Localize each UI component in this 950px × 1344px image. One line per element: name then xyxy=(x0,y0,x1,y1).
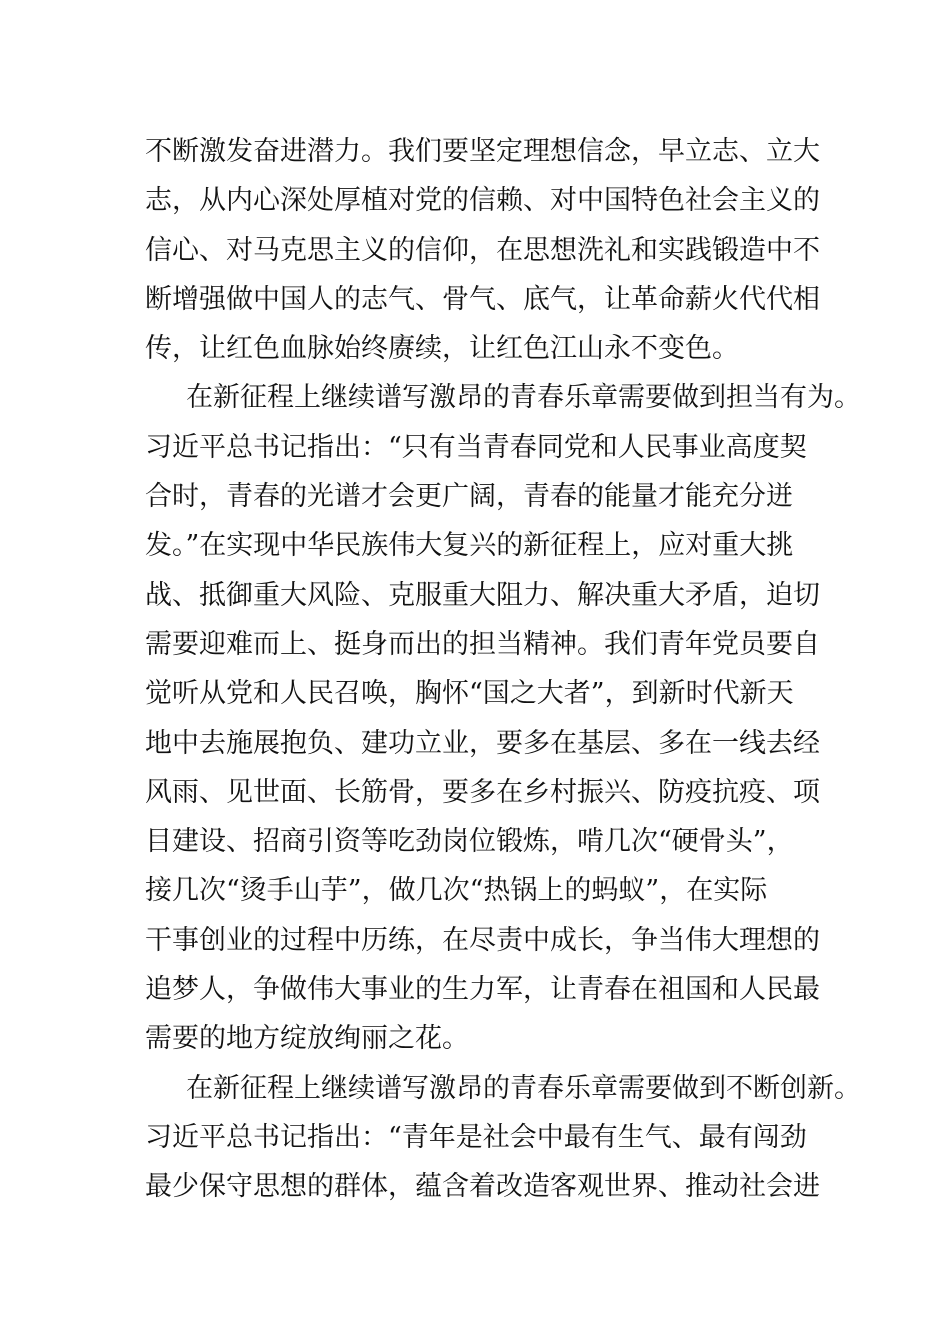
text-line: 志，从内心深处厚植对党的信赖、对中国特色社会主义的 xyxy=(145,185,820,217)
text-line: 觉听从党和人民召唤，胸怀“国之大者”，到新时代新天 xyxy=(145,678,794,710)
text-line: 干事创业的过程中历练，在尽责中成长，争当伟大理想的 xyxy=(145,924,820,956)
paragraph-start-line: 在新征程上继续谱写激昂的青春乐章需要做到不断创新。 xyxy=(186,1072,861,1104)
text-line: 战、抵御重大风险、克服重大阻力、解决重大矛盾，迫切 xyxy=(145,579,820,611)
text-line: 接几次“烫手山芋”，做几次“热锅上的蚂蚁”，在实际 xyxy=(145,875,768,907)
paragraph-start-line: 在新征程上继续谱写激昂的青春乐章需要做到担当有为。 xyxy=(186,382,861,414)
text-line: 目建设、招商引资等吃劲岗位锻炼，啃几次“硬骨头”， xyxy=(145,826,794,858)
text-line: 习近平总书记指出：“青年是社会中最有生气、最有闯劲 xyxy=(145,1121,807,1153)
text-line: 需要迎难而上、挺身而出的担当精神。我们青年党员要自 xyxy=(145,628,820,660)
text-line: 合时，青春的光谱才会更广阔，青春的能量才能充分迸 xyxy=(145,481,793,513)
text-line: 最少保守思想的群体，蕴含着改造客观世界、推动社会进 xyxy=(145,1171,820,1203)
text-line: 习近平总书记指出：“只有当青春同党和人民事业高度契 xyxy=(145,431,807,463)
text-line: 风雨、见世面、长筋骨，要多在乡村振兴、防疫抗疫、项 xyxy=(145,776,820,808)
text-line: 地中去施展抱负、建功立业，要多在基层、多在一线去经 xyxy=(145,727,820,759)
text-line: 不断激发奋进潜力。我们要坚定理想信念，早立志、立大 xyxy=(145,136,820,167)
text-line: 信心、对马克思主义的信仰，在思想洗礼和实践锻造中不 xyxy=(145,234,820,266)
text-line: 传，让红色血脉始终赓续，让红色江山永不变色。 xyxy=(145,333,739,365)
body-text xyxy=(145,127,861,1212)
text-line: 追梦人，争做伟大事业的生力军，让青春在祖国和人民最 xyxy=(145,974,820,1006)
text-line: 需要的地方绽放绚丽之花。 xyxy=(145,1023,469,1055)
text-line: 发。”在实现中华民族伟大复兴的新征程上，应对重大挑 xyxy=(145,530,794,562)
text-line: 断增强做中国人的志气、骨气、底气，让革命薪火代代相 xyxy=(145,283,820,315)
